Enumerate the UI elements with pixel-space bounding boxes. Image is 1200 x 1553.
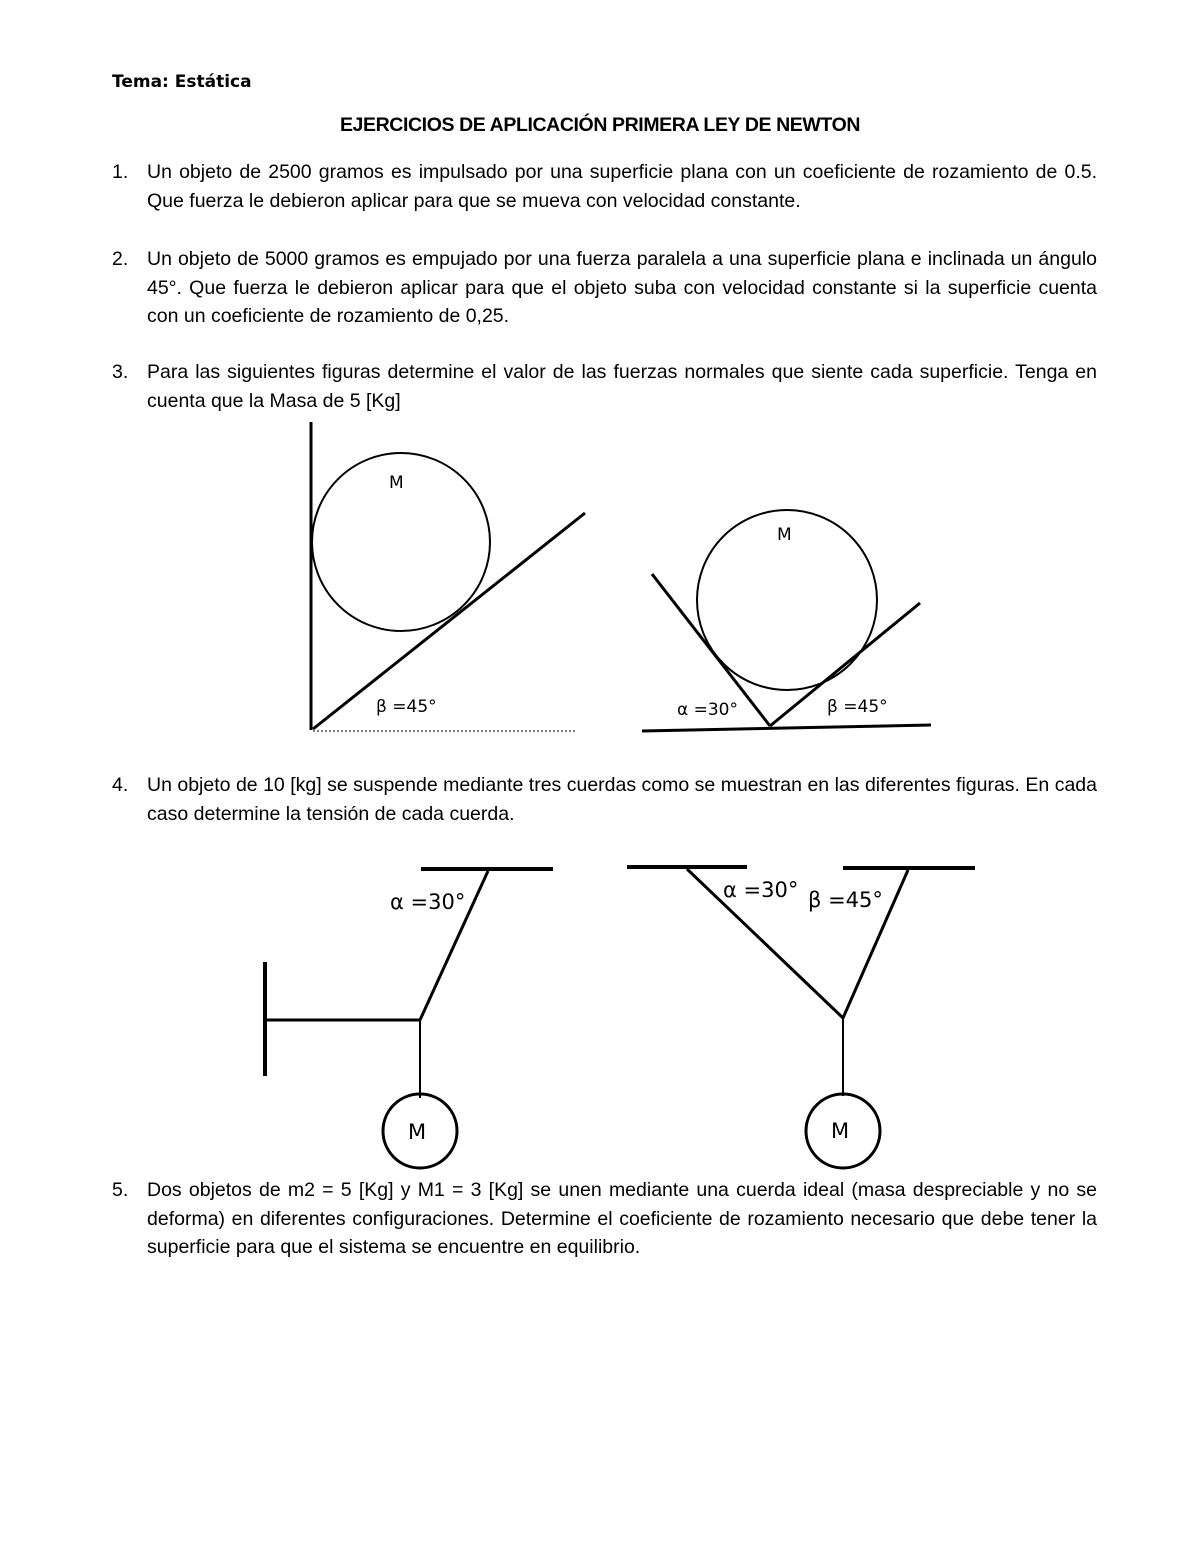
exercise-number: 5. [112,1179,129,1201]
mass-label: M [831,1119,850,1143]
alpha-angle-label: α =30° [677,700,738,720]
mass-label: M [408,1120,427,1144]
page-title: EJERCICIOS DE APLICACIÓN PRIMERA LEY DE NEWTON [339,114,861,136]
exercise-number: 1. [112,161,129,183]
beta-angle-label: β =45° [827,697,888,717]
ground-line [642,725,931,731]
beta-angle-label: β =45° [376,697,437,717]
alpha-angle-label: α =30° [390,890,466,914]
exercise-number: 4. [112,774,129,796]
figure-4b [627,867,975,1168]
exercise-number: 2. [112,248,129,270]
figure-4a [265,869,553,1168]
exercise-text: Dos objetos de m2 = 5 [Kg] y M1 = 3 [Kg] se unen mediante una cuerda ideal (masa despreciable y no se deforma) en diferentes configuraciones. Determine el coeficiente de rozamiento necesario que debe tener la superficie para que el sistema se encuentre en equilibrio. [147,1179,1097,1258]
exercise-number: 3. [112,361,129,383]
beta-angle-label: β =45° [808,888,883,912]
topic-heading: Tema: Estática [112,72,252,92]
figure-3a [311,422,585,731]
alpha-angle-label: α =30° [723,878,799,902]
incline-surface [313,513,585,729]
exercise-text: Para las siguientes figuras determine el valor de las fuerzas normales que siente cada superficie. Tenga en cuenta que la Masa de 5 [Kg] [147,361,1097,412]
mass-label: M [389,473,404,493]
figure-3b [642,510,931,731]
exercise-text: Un objeto de 5000 gramos es empujado por una fuerza paralela a una superficie plana e inclinada un ángulo 45°. Que fuerza le debieron aplicar para que el objeto suba con velocidad constante si la superficie cuenta con un coeficiente de rozamiento de 0,25. [147,248,1097,327]
exercise-text: Un objeto de 10 [kg] se suspende mediante tres cuerdas como se muestran en las diferentes figuras. En cada caso determine la tensión de cada cuerda. [147,774,1097,825]
mass-label: M [777,525,792,545]
exercise-text: Un objeto de 2500 gramos es impulsado por una superficie plana con un coeficiente de rozamiento de 0.5. Que fuerza le debieron aplicar para que se mueva con velocidad constante. [147,161,1097,212]
